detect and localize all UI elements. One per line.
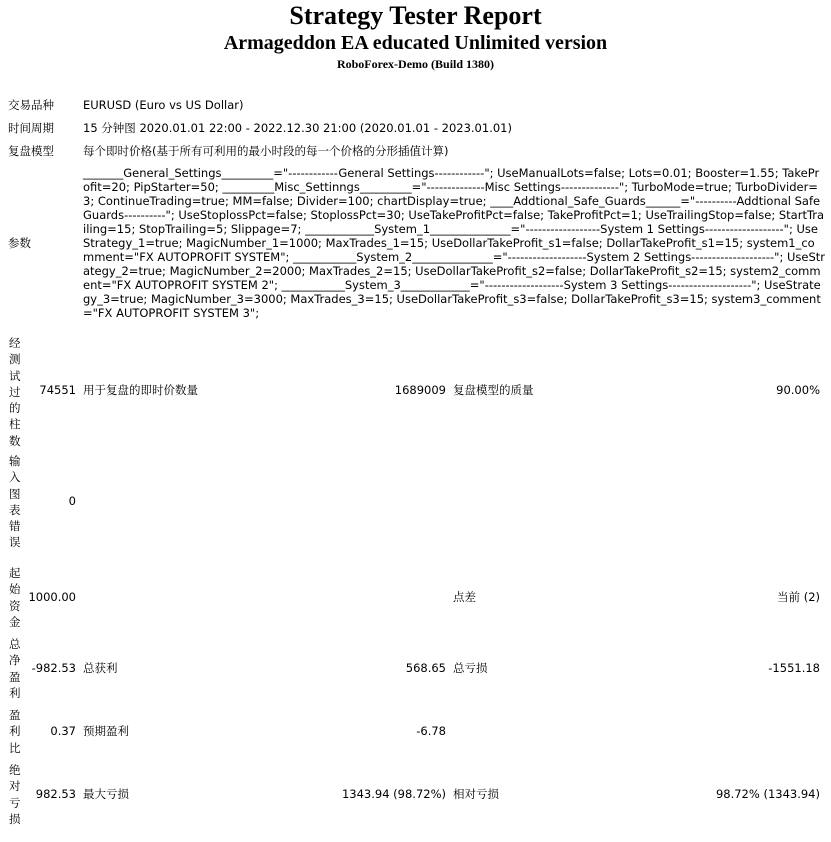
gross-profit-label: 总获利 — [83, 661, 118, 675]
max-drawdown-value: 1343.94 (98.72%) — [341, 787, 446, 801]
ticks-label: 用于复盘的即时价数量 — [83, 383, 198, 397]
report-title: Strategy Tester Report — [289, 1, 542, 30]
profit-factor-value: 0.37 — [50, 724, 76, 738]
expected-payoff-value: -6.78 — [416, 724, 446, 738]
period-label: 时间周期 — [8, 121, 54, 135]
ea-name: Armageddon EA educated Unlimited version — [223, 32, 608, 54]
relative-drawdown-value: 98.72% (1343.94) — [715, 787, 820, 801]
symbol-value: EURUSD (Euro vs US Dollar) — [83, 98, 244, 112]
spread-value: 当前 (2) — [777, 590, 820, 604]
max-drawdown-label: 最大亏损 — [83, 787, 129, 801]
net-profit-value: -982.53 — [31, 661, 76, 675]
absolute-drawdown-value: 982.53 — [35, 787, 76, 801]
quality-value: 90.00% — [776, 383, 820, 397]
deposit-label: 起始资金 — [9, 566, 21, 629]
absolute-drawdown-label: 绝对亏损 — [9, 763, 21, 826]
params-label: 参数 — [8, 236, 31, 250]
profit-factor-label: 盈利比 — [9, 708, 21, 755]
gross-loss-value: -1551.18 — [768, 661, 820, 675]
errors-value: 0 — [68, 494, 76, 508]
params-value: _______General_Settings_________="------------General Settings------------"; UseManualLots=false; Lots=0.01; Booster=1.55; TakeProfit=20; PipStarter=50; _________Misc_Settinngs_________="--------------Misc Settings--------------"; TurboMode=true; TurboDivider=3; ContinueTrading=true; MM=false; Divider=100; chartDisplay=true; ____Addtional_Safe_Guards______="----------Addtional Safe Guards----------"; UseStoplossPct=false; StoplossPct=30; UseTakeProfitPct=false; TakeProfitPct=1; UseTrailingStop=false; StartTrailing=15; StopTrailing=5; Slippage=7; ____________System_1______________="------------------System 1 Settings-------------------"; UseStrategy_1=true; MagicNumber_1=1000; MaxTrades_1=15; UseDollarTakeProfit_s1=false; DollarTakeProfit_s1=15; system1_comment="FX AUTOPROFIT SYSTEM"; ___________System_2______________="-------------------System 2 Settings--------------------"; UseStrategy_2=true; MagicNumber_2=2000; MaxTrades_2=15; UseDollarTakeProfit_s2=false; DollarTakeProfit_s2=15; system2_comment="FX AUTOPROFIT SYSTEM 2"; ___________System_3____________="-------------------System 3 Settings--------------------"; UseStrategy_3=true; MagicNumber_3=3000; MaxTrades_3=15; UseDollarTakeProfit_s3=false; DollarTakeProfit_s3=15; system3_comment="FX AUTOPROFIT SYSTEM 3"; — [83, 166, 826, 320]
bars-value: 74551 — [39, 383, 76, 397]
spread-label: 点差 — [453, 590, 476, 604]
bars-label: 经测试过的柱数 — [9, 336, 21, 448]
period-value: 15 分钟图 2020.01.01 22:00 - 2022.12.30 21:00 (2020.01.01 - 2023.01.01) — [83, 121, 512, 135]
symbol-label: 交易品种 — [8, 98, 54, 112]
gross-loss-label: 总亏损 — [453, 661, 488, 675]
errors-label: 输入图表错误 — [9, 454, 21, 550]
deposit-value: 1000.00 — [28, 590, 76, 604]
net-profit-label: 总净盈利 — [9, 637, 21, 700]
expected-payoff-label: 预期盈利 — [83, 724, 129, 738]
relative-drawdown-label: 相对亏损 — [453, 787, 499, 801]
quality-label: 复盘模型的质量 — [453, 383, 534, 397]
model-value: 每个即时价格(基于所有可利用的最小时段的每一个价格的分形插值计算) — [83, 144, 449, 158]
model-label: 复盘模型 — [8, 144, 54, 158]
ticks-value: 1689009 — [394, 383, 446, 397]
server-build: RoboForex-Demo (Build 1380) — [336, 57, 495, 71]
gross-profit-value: 568.65 — [405, 661, 446, 675]
